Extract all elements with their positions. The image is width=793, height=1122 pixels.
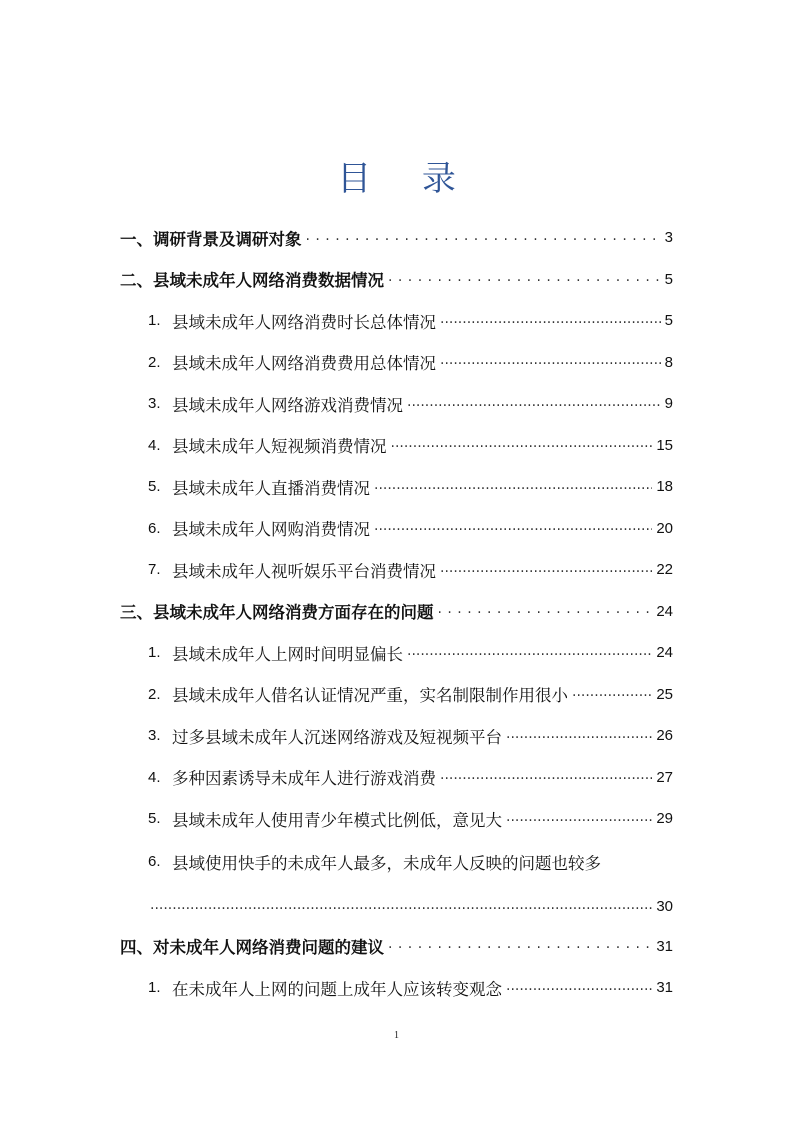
toc-entry-number: 7. bbox=[148, 561, 161, 579]
toc-entry-text: 多种因素诱导未成年人进行游戏消费 bbox=[172, 769, 436, 789]
toc-entry-number: 6. bbox=[148, 853, 161, 870]
toc-entry-text: 县域未成年人上网时间明显偏长 bbox=[172, 644, 403, 664]
toc-page-number: 27 bbox=[656, 768, 673, 786]
toc-entry-section-4[interactable] bbox=[120, 926, 673, 968]
toc-page-number: 24 bbox=[656, 644, 673, 662]
dot-leader bbox=[374, 518, 652, 538]
dot-leader bbox=[388, 936, 652, 956]
dot-leader bbox=[407, 394, 661, 414]
toc-page-number: 26 bbox=[656, 727, 673, 745]
toc-entry-subsection[interactable] bbox=[120, 840, 673, 926]
toc-entry-text: 三、县域未成年人网络消费方面存在的问题 bbox=[120, 603, 434, 623]
toc-entry-subsection[interactable] bbox=[120, 674, 673, 716]
toc-page-number: 25 bbox=[656, 685, 673, 703]
toc-entry-number: 2. bbox=[148, 353, 161, 371]
toc-page-number: 5 bbox=[664, 312, 673, 330]
toc-entry-number: 3. bbox=[148, 395, 161, 413]
toc-entry-number: 5. bbox=[148, 810, 161, 828]
toc-entry-text: 县域未成年人借名认证情况严重，实名制限制作用很小 bbox=[172, 686, 568, 706]
toc-entry-text: 二、县域未成年人网络消费数据情况 bbox=[120, 271, 384, 291]
dot-leader bbox=[150, 897, 652, 917]
page-footer-number: 1 bbox=[394, 1030, 399, 1041]
toc-entry-line bbox=[148, 844, 673, 880]
toc-entry-number: 1. bbox=[148, 979, 161, 997]
toc-entry-text: 县域未成年人使用青少年模式比例低，意见大 bbox=[172, 810, 502, 830]
dot-leader bbox=[506, 978, 652, 998]
toc-page-number: 20 bbox=[656, 519, 673, 537]
toc-entry-text: 县域未成年人短视频消费情况 bbox=[172, 437, 387, 457]
toc-entry-subsection[interactable] bbox=[120, 300, 673, 342]
dot-leader bbox=[440, 767, 652, 787]
toc-entry-number: 3. bbox=[148, 727, 161, 745]
toc-entry-text: 四、对未成年人网络消费问题的建议 bbox=[120, 938, 384, 958]
toc-entry-subsection[interactable] bbox=[120, 383, 673, 425]
toc-entry-line bbox=[120, 888, 673, 926]
toc-entry-text: 县域未成年人直播消费情况 bbox=[172, 478, 370, 498]
toc-entry-number: 4. bbox=[148, 768, 161, 786]
toc-page-number: 31 bbox=[656, 937, 673, 955]
toc-entry-text: 县域未成年人网络游戏消费情况 bbox=[172, 395, 403, 415]
toc-entry-subsection[interactable] bbox=[120, 715, 673, 757]
dot-leader bbox=[374, 477, 652, 497]
toc-entry-subsection[interactable] bbox=[120, 466, 673, 508]
toc-entry-number: 4. bbox=[148, 436, 161, 454]
toc-entry-text: 县域未成年人网络消费时长总体情况 bbox=[172, 312, 436, 332]
toc-page-number: 8 bbox=[664, 353, 673, 371]
toc-page-number: 18 bbox=[656, 478, 673, 496]
toc-entry-section-3[interactable] bbox=[120, 591, 673, 633]
dot-leader bbox=[306, 228, 661, 248]
dot-leader bbox=[438, 601, 653, 621]
toc-page-number: 3 bbox=[664, 229, 673, 247]
toc-entry-number: 1. bbox=[148, 644, 161, 662]
toc-entry-text: 县域未成年人视听娱乐平台消费情况 bbox=[172, 561, 436, 581]
toc-page-number: 22 bbox=[656, 561, 673, 579]
toc-entry-text: 县域未成年人网购消费情况 bbox=[172, 520, 370, 540]
toc-page-number: 24 bbox=[656, 602, 673, 620]
toc-page-number: 29 bbox=[656, 810, 673, 828]
dot-leader bbox=[440, 560, 652, 580]
dot-leader bbox=[391, 435, 653, 455]
toc-entry-subsection[interactable] bbox=[120, 757, 673, 799]
page-title: 目 录 bbox=[337, 158, 476, 199]
toc-entry-subsection[interactable] bbox=[120, 967, 673, 1009]
toc-page-number: 30 bbox=[656, 898, 673, 915]
dot-leader bbox=[572, 684, 652, 704]
toc-entry-text: 县域使用快手的未成年人最多，未成年人反映的问题也较多 bbox=[172, 853, 601, 873]
toc-entry-number: 1. bbox=[148, 312, 161, 330]
toc-entry-number: 6. bbox=[148, 519, 161, 537]
toc-entry-subsection[interactable] bbox=[120, 798, 673, 840]
toc-entry-subsection[interactable] bbox=[120, 632, 673, 674]
toc-page-number: 15 bbox=[656, 436, 673, 454]
toc-entry-number: 2. bbox=[148, 685, 161, 703]
toc-page-number: 5 bbox=[664, 270, 673, 288]
toc-entry-section-2[interactable] bbox=[120, 259, 673, 301]
toc-entry-text: 县域未成年人网络消费费用总体情况 bbox=[172, 354, 436, 374]
table-of-contents bbox=[120, 217, 673, 1009]
toc-entry-text: 过多县域未成年人沉迷网络游戏及短视频平台 bbox=[172, 727, 502, 747]
dot-leader bbox=[506, 726, 652, 746]
dot-leader bbox=[440, 352, 661, 372]
toc-page-number: 9 bbox=[664, 395, 673, 413]
toc-entry-text: 一、调研背景及调研对象 bbox=[120, 229, 302, 249]
toc-entry-subsection[interactable] bbox=[120, 425, 673, 467]
toc-entry-subsection[interactable] bbox=[120, 342, 673, 384]
toc-entry-text: 在未成年人上网的问题上成年人应该转变观念 bbox=[172, 979, 502, 999]
toc-page-number: 31 bbox=[656, 979, 673, 997]
dot-leader bbox=[407, 643, 652, 663]
toc-entry-section-1[interactable] bbox=[120, 217, 673, 259]
dot-leader bbox=[440, 311, 661, 331]
toc-entry-subsection[interactable] bbox=[120, 549, 673, 591]
toc-entry-subsection[interactable] bbox=[120, 508, 673, 550]
dot-leader bbox=[388, 269, 661, 289]
dot-leader bbox=[506, 809, 652, 829]
toc-entry-number: 5. bbox=[148, 478, 161, 496]
